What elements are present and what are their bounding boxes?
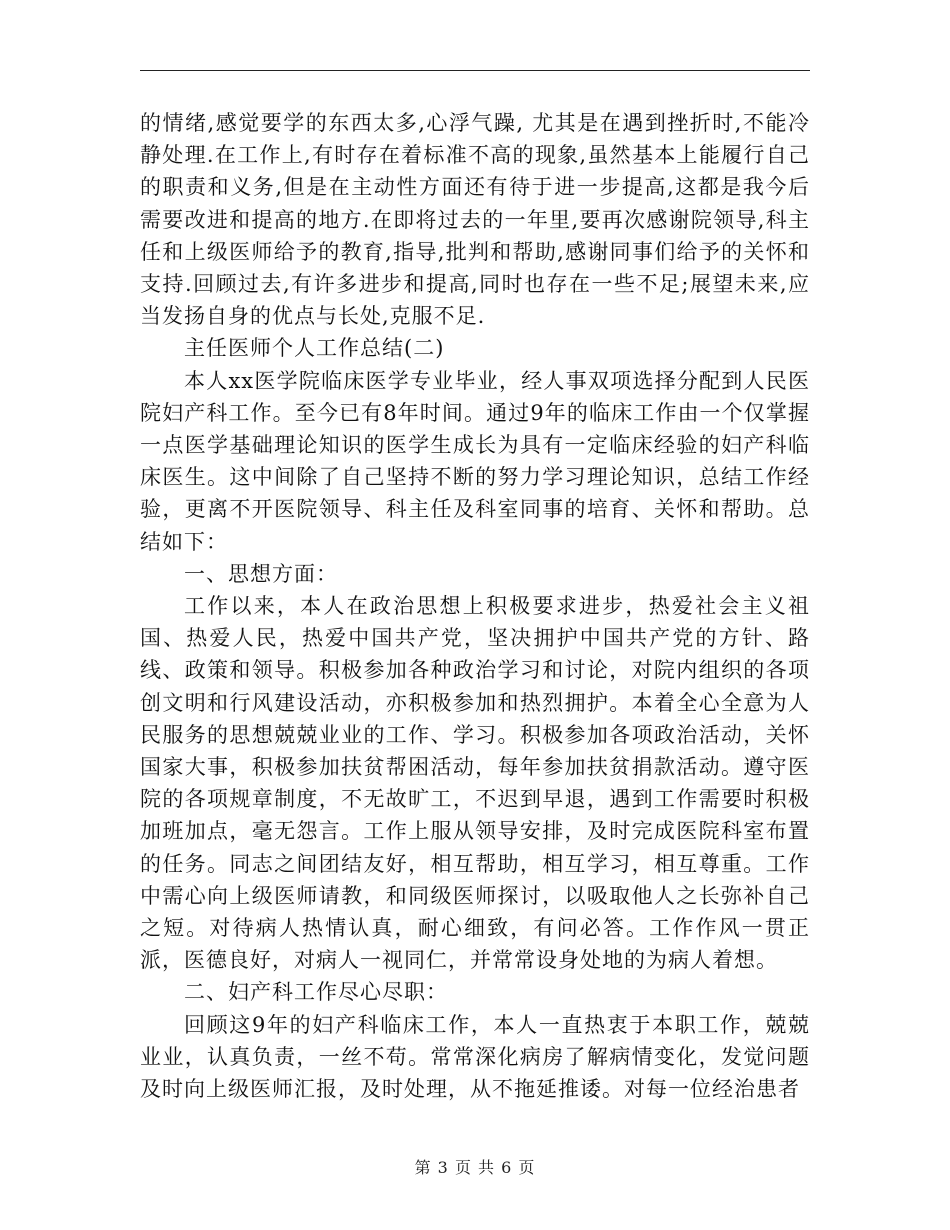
section-title: 主任医师个人工作总结(二) [184,336,445,361]
heading-thought: 一、思想方面： [184,561,338,586]
document-body [140,107,810,1105]
page-number: 第 3 页 共 6 页 [414,1158,536,1177]
header-rule [140,70,810,71]
paragraph-intro: 本人xx医学院临床医学专业毕业，经人事双项选择分配到人民医院妇产科工作。至今已有8年时间。通过9年的临床工作由一个仅掌握一点医学基础理论知识的医学生成长为具有一定临床经验的妇产科临床医生。这中间除了自己坚持不断的努力学习理论知识，总结工作经验，更离不开医院领导、科主任及科室同事的培育、关怀和帮助。总结如下： [140,368,810,554]
paragraph-obstetrics: 回顾这9年的妇产科临床工作，本人一直热衷于本职工作，兢兢业业，认真负责，一丝不苟。常常深化病房了解病情变化，发觉问题及时向上级医师汇报，及时处理，从不拖延推诿。对每一位经治患者 [140,1012,810,1102]
paragraph-1: 的情绪,感觉要学的东西太多,心浮气躁, 尤其是在遇到挫折时,不能冷静处理.在工作上,有时存在着标准不高的现象,虽然基本上能履行自己的职责和义务,但是在主动性方面还有待于进一步提高,这都是我今后需要改进和提高的地方.在即将过去的一年里,要再次感谢院领导,科主任和上级医师给予的教育,指导,批判和帮助,感谢同事们给予的关怀和支持.回顾过去,有许多进步和提高,同时也存在一些不足;展望未来,应当发扬自身的优点与长处,克服不足. [140,111,810,329]
heading-obstetrics: 二、妇产科工作尽心尽职： [184,980,448,1005]
paragraph-thought: 工作以来，本人在政治思想上积极要求进步，热爱社会主义祖国、热爱人民，热爱中国共产党，坚决拥护中国共产党的方针、路线、政策和领导。积极参加各种政治学习和讨论，对院内组织的各项创文明和行风建设活动，亦积极参加和热烈拥护。本着全心全意为人民服务的思想兢兢业业的工作、学习。积极参加各项政治活动，关怀国家大事，积极参加扶贫帮困活动，每年参加扶贫捐款活动。遵守医院的各项规章制度，不无故旷工，不迟到早退，遇到工作需要时积极加班加点，毫无怨言。工作上服从领导安排，及时完成医院科室布置的任务。同志之间团结友好，相互帮助，相互学习，相互尊重。工作中需心向上级医师请教，和同级医师探讨，以吸取他人之长弥补自己之短。对待病人热情认真，耐心细致，有问必答。工作作风一贯正派，医德良好，对病人一视同仁，并常常设身处地的为病人着想。 [140,594,810,973]
